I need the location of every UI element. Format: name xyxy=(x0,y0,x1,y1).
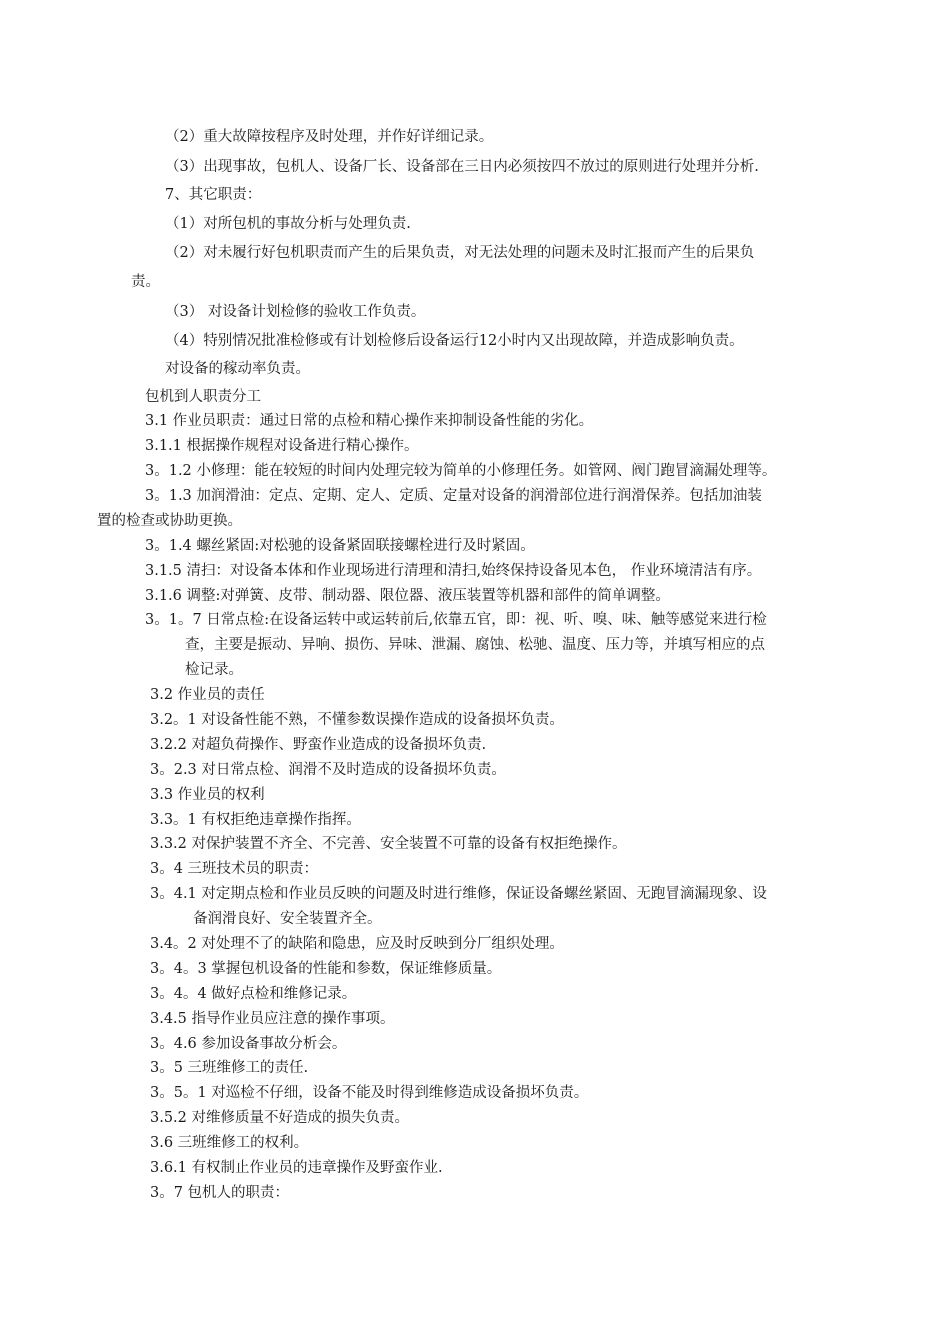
text-line: 7、其它职责： xyxy=(165,187,262,203)
text-line: 查，主要是振动、异响、损伤、异味、泄漏、腐蚀、松驰、温度、压力等，并填写相应的点 xyxy=(185,637,765,653)
text-line: 3.2.2 对超负荷操作、野蛮作业造成的设备损坏负责. xyxy=(150,737,487,753)
text-line: 对设备的稼动率负责。 xyxy=(165,361,310,377)
text-line: 3。1.2 小修理：能在较短的时间内处理完较为简单的小修理任务。如管网、阀门跑冒滴漏处理等。 xyxy=(145,463,777,479)
text-line: 3.1.6 调整:对弹簧、皮带、制动器、限位器、液压装置等机器和部件的简单调整。 xyxy=(145,588,670,604)
text-line: 3.5.2 对维修质量不好造成的损失负责。 xyxy=(150,1110,410,1126)
text-line: 3.6 三班维修工的权利。 xyxy=(150,1135,309,1151)
text-line: 3。4。3 掌握包机设备的性能和参数，保证维修质量。 xyxy=(150,961,502,977)
text-line: （1）对所包机的事故分析与处理负责. xyxy=(165,216,411,232)
text-line: 3.2 作业员的责任 xyxy=(150,687,265,703)
text-line: 3.1.5 清扫：对设备本体和作业现场进行清理和清扫,始终保持设备见本色， 作业环境清洁有序。 xyxy=(145,563,762,579)
text-line: 3.4。2 对处理不了的缺陷和隐患，应及时反映到分厂组织处理。 xyxy=(150,936,564,952)
text-line: 3.3.2 对保护装置不齐全、不完善、安全装置不可靠的设备有权拒绝操作。 xyxy=(150,836,627,852)
text-line: 检记录。 xyxy=(185,662,243,678)
text-line: 置的检查或协助更换。 xyxy=(97,513,242,529)
text-line: 3.3。1 有权拒绝违章操作指挥。 xyxy=(150,812,361,828)
text-line: 3.1.1 根据操作规程对设备进行精心操作。 xyxy=(145,438,419,454)
text-line: （2）对未履行好包机职责而产生的后果负责，对无法处理的问题未及时汇报而产生的后果负 xyxy=(165,245,755,261)
text-line: 3。1.4 螺丝紧固:对松驰的设备紧固联接螺栓进行及时紧固。 xyxy=(145,538,535,554)
text-line: 3。4.6 参加设备事故分析会。 xyxy=(150,1036,347,1052)
text-line: 3.2。1 对设备性能不熟，不懂参数误操作造成的设备损坏负责。 xyxy=(150,712,564,728)
text-line: 3。1.3 加润滑油：定点、定期、定人、定质、定量对设备的润滑部位进行润滑保养。包括加油装 xyxy=(145,488,762,504)
text-line: 3。5。1 对巡检不仔细，设备不能及时得到维修造成设备损坏负责。 xyxy=(150,1085,589,1101)
text-line: （2）重大故障按程序及时处理，并作好详细记录。 xyxy=(165,129,494,145)
text-line: 3。1。7 日常点检:在设备运转中或运转前后,依靠五官，即：视、听、嗅、味、触等感觉来进行检 xyxy=(145,612,767,628)
text-line: 备润滑良好、安全装置齐全。 xyxy=(193,911,382,927)
text-line: 3。7 包机人的职责： xyxy=(150,1185,290,1201)
text-line: 3。4。4 做好点检和维修记录。 xyxy=(150,986,357,1002)
text-line: 3。4 三班技术员的职责： xyxy=(150,861,319,877)
text-line: （4）特别情况批准检修或有计划检修后设备运行12小时内又出现故障，并造成影响负责。 xyxy=(165,333,744,349)
text-line: 包机到人职责分工 xyxy=(145,389,261,405)
text-line: 3.1 作业员职责：通过日常的点检和精心操作来抑制设备性能的劣化。 xyxy=(145,413,594,429)
text-line: （3）出现事故，包机人、设备厂长、设备部在三日内必须按四不放过的原则进行处理并分析. xyxy=(165,159,759,175)
text-line: 3.3 作业员的权利 xyxy=(150,787,265,803)
text-line: 3。5 三班维修工的责任. xyxy=(150,1060,309,1076)
text-line: 3。2.3 对日常点检、润滑不及时造成的设备损坏负责。 xyxy=(150,762,506,778)
text-line: （3） 对设备计划检修的验收工作负责。 xyxy=(165,304,426,320)
text-line: 3.4.5 指导作业员应注意的操作事项。 xyxy=(150,1011,395,1027)
text-line: 3。4.1 对定期点检和作业员反映的问题及时进行维修，保证设备螺丝紧固、无跑冒滴漏现象、设 xyxy=(150,886,767,902)
text-line: 责。 xyxy=(131,274,160,290)
text-line: 3.6.1 有权制止作业员的违章操作及野蛮作业. xyxy=(150,1160,443,1176)
